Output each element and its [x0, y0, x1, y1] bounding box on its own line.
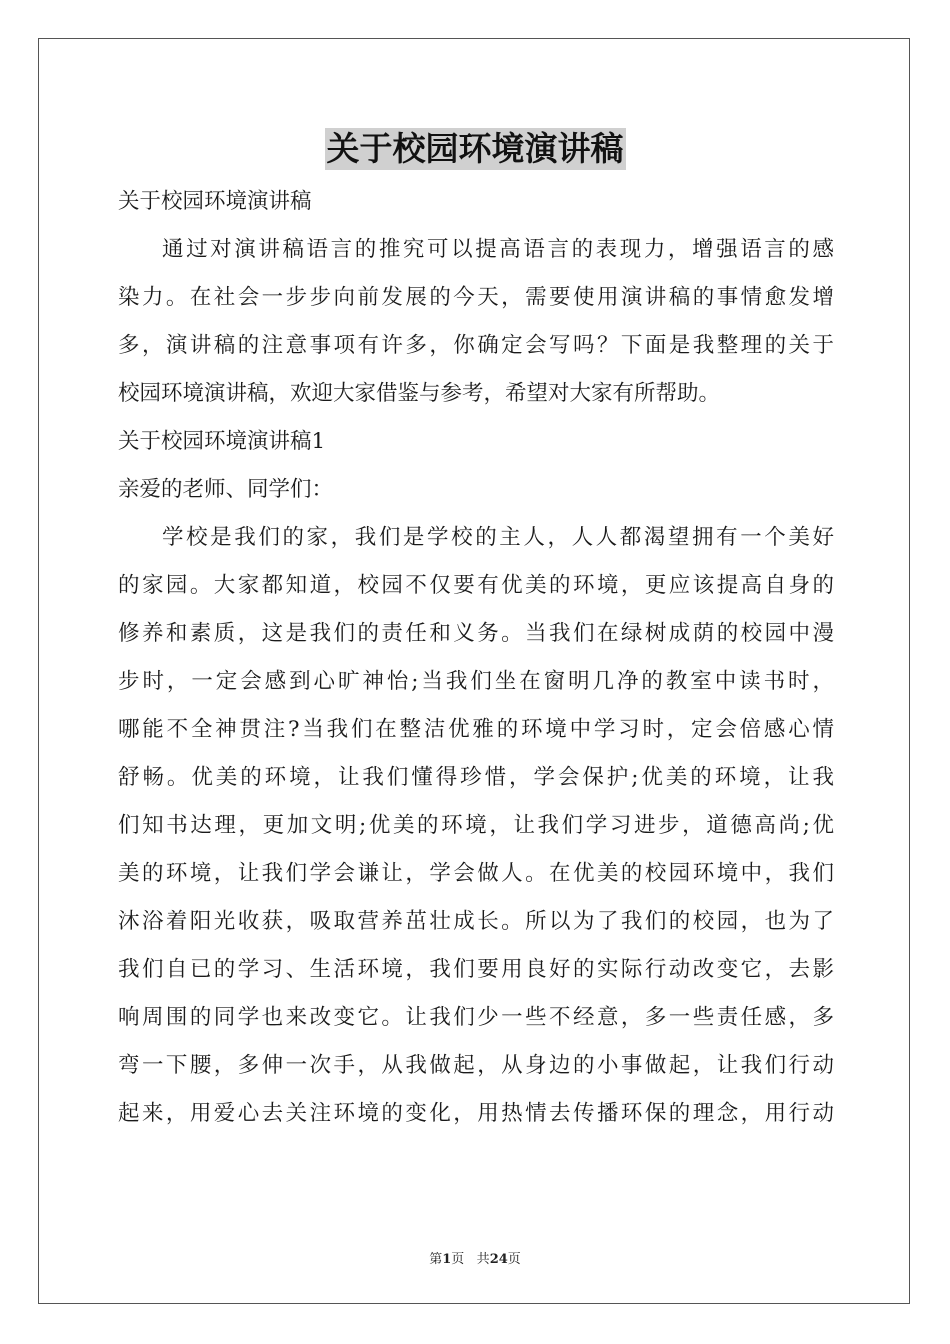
text-line: 亲爱的老师、同学们：: [118, 477, 334, 502]
text-line: 沐浴着阳光收获，吸取营养茁壮成长。所以为了我们的校园，也为了: [118, 909, 834, 934]
text-line: 起来，用爱心去关注环境的变化，用热情去传播环保的理念，用行动: [118, 1101, 834, 1126]
text-line: 弯一下腰，多伸一次手，从我做起，从身边的小事做起，让我们行动: [118, 1053, 834, 1078]
text-line: 哪能不全神贯注?当我们在整洁优雅的环境中学习时，定会倍感心情: [118, 717, 834, 742]
footer-page-number: 1: [442, 1252, 452, 1267]
text-line: 校园环境演讲稿，欢迎大家借鉴与参考，希望对大家有所帮助。: [118, 381, 721, 406]
text-line: 步时，一定会感到心旷神怡;当我们坐在窗明几净的教室中读书时，: [118, 669, 834, 694]
text-line: 通过对演讲稿语言的推究可以提高语言的表现力，增强语言的感: [162, 237, 834, 262]
footer-page-suffix: 页: [451, 1252, 465, 1267]
text-line: 舒畅。优美的环境，让我们懂得珍惜，学会保护;优美的环境，让我: [118, 765, 834, 790]
text-line: 染力。在社会一步步向前发展的今天，需要使用演讲稿的事情愈发增: [118, 285, 834, 310]
text-line: 学校是我们的家，我们是学校的主人，人人都渴望拥有一个美好: [162, 525, 834, 550]
document-title: 关于校园环境演讲稿: [326, 129, 624, 168]
text-line: 美的环境，让我们学会谦让，学会做人。在优美的校园环境中，我们: [118, 861, 834, 886]
text-line: 关于校园环境演讲稿: [118, 189, 312, 214]
text-line: 们知书达理，更加文明;优美的环境，让我们学习进步，道德高尚;优: [118, 813, 834, 838]
text-line: 修养和素质，这是我们的责任和义务。当我们在绿树成荫的校园中漫: [118, 621, 834, 646]
document-body: [118, 178, 834, 1138]
title-container: [0, 128, 950, 170]
text-line: 多，演讲稿的注意事项有许多，你确定会写吗？下面是我整理的关于: [118, 333, 834, 358]
footer-total-pages: 24: [489, 1252, 508, 1267]
footer-total-suffix: 页: [507, 1252, 521, 1267]
text-line: 关于校园环境演讲稿1: [118, 429, 326, 454]
page-footer: [0, 1248, 950, 1267]
text-line: 我们自已的学习、生活环境，我们要用良好的实际行动改变它，去影: [118, 957, 834, 982]
text-line: 响周围的同学也来改变它。让我们少一些不经意，多一些责任感，多: [118, 1005, 834, 1030]
footer-page-prefix: 第: [429, 1252, 443, 1267]
text-line: 的家园。大家都知道，校园不仅要有优美的环境，更应该提高自身的: [118, 573, 834, 598]
footer-total-prefix: 共: [476, 1252, 490, 1267]
